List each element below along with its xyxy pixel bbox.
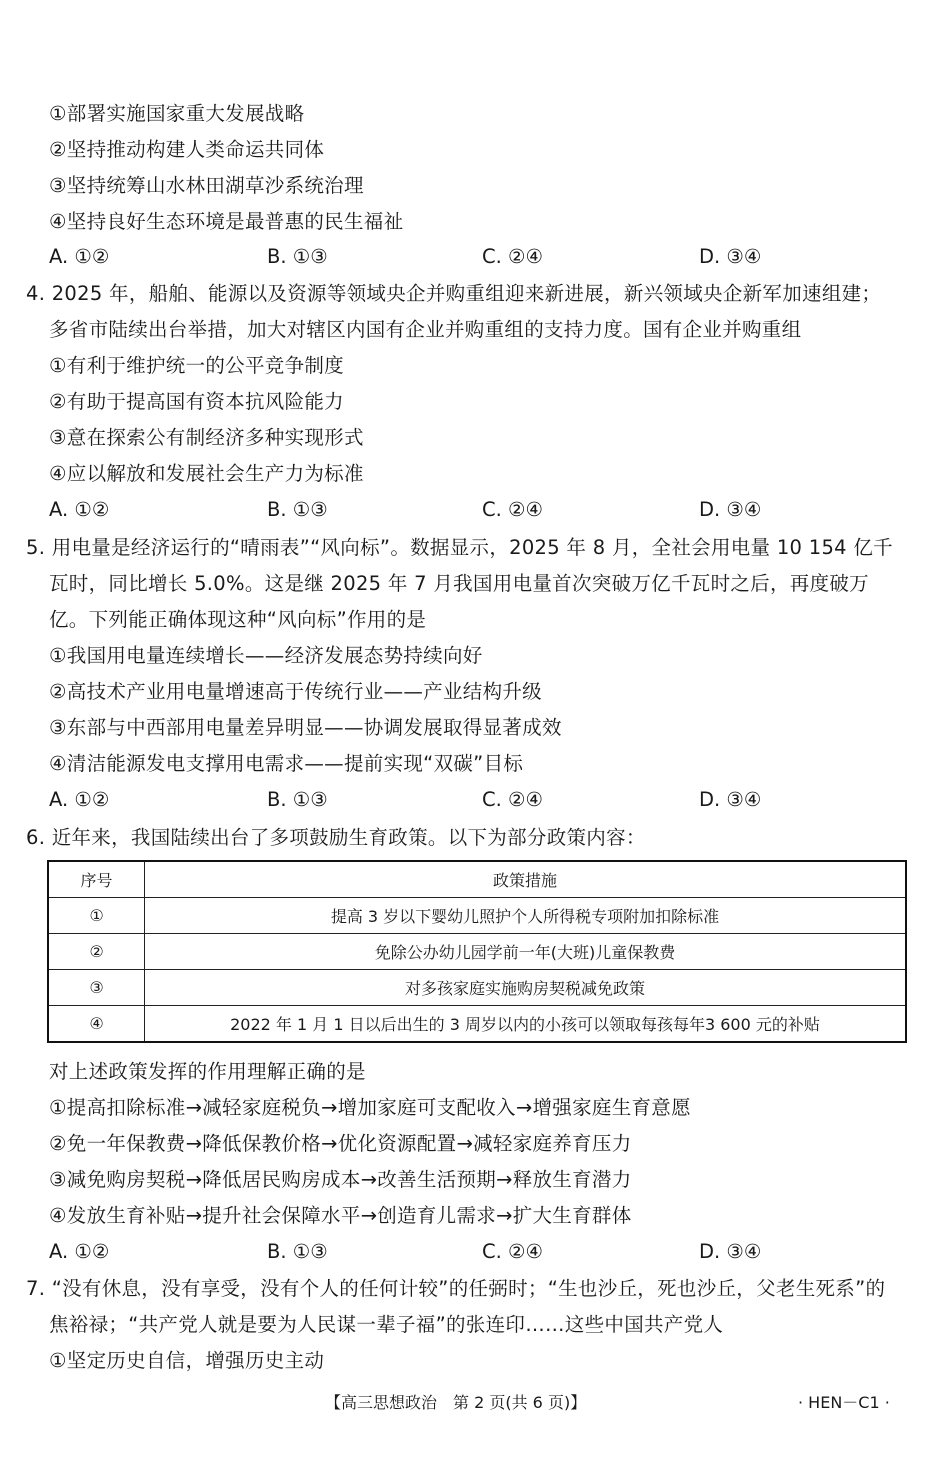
q6-option-c: C. ②④	[482, 1240, 543, 1263]
table-header-measures: 政策措施	[145, 861, 907, 898]
q5-option-b: B. ①③	[267, 788, 328, 811]
q3-item-4: ④坚持良好生态环境是最普惠的民生福祉	[49, 210, 404, 233]
q6-item-3: ③减免购房契税→降低居民购房成本→改善生活预期→释放生育潜力	[49, 1168, 632, 1191]
page-footer-info: 【高三思想政治 第 2 页(共 6 页)】	[325, 1393, 587, 1412]
q6-item-1: ①提高扣除标准→减轻家庭税负→增加家庭可支配收入→增强家庭生育意愿	[49, 1096, 691, 1119]
q6-stem: 6. 近年来，我国陆续出台了多项鼓励生育政策。以下为部分政策内容：	[26, 826, 646, 849]
q3-option-b: B. ①③	[267, 245, 328, 268]
q6-option-b: B. ①③	[267, 1240, 328, 1263]
q6-item-4: ④发放生育补贴→提升社会保障水平→创造育儿需求→扩大生育群体	[49, 1204, 632, 1227]
table-cell-no: ②	[48, 934, 145, 970]
table-cell-measure: 提高 3 岁以下婴幼儿照护个人所得税专项附加扣除标准	[145, 898, 907, 934]
q6-option-d: D. ③④	[699, 1240, 762, 1263]
q5-option-d: D. ③④	[699, 788, 762, 811]
q4-item-2: ②有助于提高国有资本抗风险能力	[49, 390, 344, 413]
table-row	[48, 970, 906, 1006]
q6-options	[49, 1240, 909, 1264]
q6-question: 对上述政策发挥的作用理解正确的是	[49, 1060, 366, 1083]
q4-stem-line-2: 多省市陆续出台举措，加大对辖区内国有企业并购重组的支持力度。国有企业并购重组	[49, 318, 802, 341]
q5-item-2: ②高技术产业用电量增速高于传统行业——产业结构升级	[49, 680, 542, 703]
table-cell-no: ④	[48, 1006, 145, 1043]
q4-option-d: D. ③④	[699, 498, 762, 521]
q4-stem-line-1: 4. 2025 年，船舶、能源以及资源等领域央企并购重组迎来新进展，新兴领域央企新军加速组建；	[26, 282, 882, 305]
q3-options	[49, 245, 909, 269]
q5-options	[49, 788, 909, 812]
table-cell-measure: 2022 年 1 月 1 日以后出生的 3 周岁以内的小孩可以领取每孩每年3 600 元的补贴	[145, 1006, 907, 1043]
table-header-no: 序号	[48, 861, 145, 898]
q3-option-a: A. ①②	[49, 245, 110, 268]
q5-stem-line-3: 亿。下列能正确体现这种“风向标”作用的是	[49, 608, 427, 631]
table-cell-no: ③	[48, 970, 145, 1006]
q7-stem-line-2: 焦裕禄；“共产党人就是要为人民谋一辈子福”的张连印……这些中国共产党人	[49, 1313, 724, 1336]
table-cell-measure: 免除公办幼儿园学前一年(大班)儿童保教费	[145, 934, 907, 970]
q7-stem-line-1: 7. “没有休息，没有享受，没有个人的任何计较”的任弼时；“生也沙丘，死也沙丘，父老生死系”的	[26, 1277, 886, 1300]
q3-item-3: ③坚持统筹山水林田湖草沙系统治理	[49, 174, 364, 197]
table-header-row	[48, 861, 906, 898]
q6-option-a: A. ①②	[49, 1240, 110, 1263]
policy-table	[47, 860, 907, 1043]
q5-stem-line-2: 瓦时，同比增长 5.0%。这是继 2025 年 7 月我国用电量首次突破万亿千瓦时之后，再度破万	[49, 572, 869, 595]
q4-option-a: A. ①②	[49, 498, 110, 521]
q5-item-1: ①我国用电量连续增长——经济发展态势持续向好	[49, 644, 483, 667]
q4-option-c: C. ②④	[482, 498, 543, 521]
table-cell-measure: 对多孩家庭实施购房契税减免政策	[145, 970, 907, 1006]
q3-item-2: ②坚持推动构建人类命运共同体	[49, 138, 325, 161]
q4-item-3: ③意在探索公有制经济多种实现形式	[49, 426, 364, 449]
q4-item-1: ①有利于维护统一的公平竞争制度	[49, 354, 344, 377]
q4-item-4: ④应以解放和发展社会生产力为标准	[49, 462, 364, 485]
table-cell-no: ①	[48, 898, 145, 934]
q3-option-c: C. ②④	[482, 245, 543, 268]
q6-item-2: ②免一年保教费→降低保教价格→优化资源配置→减轻家庭养育压力	[49, 1132, 632, 1155]
q5-stem-line-1: 5. 用电量是经济运行的“晴雨表”“风向标”。数据显示，2025 年 8 月，全社会用电量 10 154 亿千	[26, 536, 893, 559]
q5-option-a: A. ①②	[49, 788, 110, 811]
q3-option-d: D. ③④	[699, 245, 762, 268]
q5-option-c: C. ②④	[482, 788, 543, 811]
q4-options	[49, 498, 909, 522]
q3-item-1: ①部署实施国家重大发展战略	[49, 102, 305, 125]
page-footer-code: · HEN－C1 ·	[798, 1393, 890, 1412]
table-row	[48, 1006, 906, 1043]
table-row	[48, 898, 906, 934]
q7-item-1: ①坚定历史自信，增强历史主动	[49, 1349, 325, 1372]
q5-item-3: ③东部与中西部用电量差异明显——协调发展取得显著成效	[49, 716, 562, 739]
q4-option-b: B. ①③	[267, 498, 328, 521]
table-row	[48, 934, 906, 970]
q5-item-4: ④清洁能源发电支撑用电需求——提前实现“双碳”目标	[49, 752, 524, 775]
